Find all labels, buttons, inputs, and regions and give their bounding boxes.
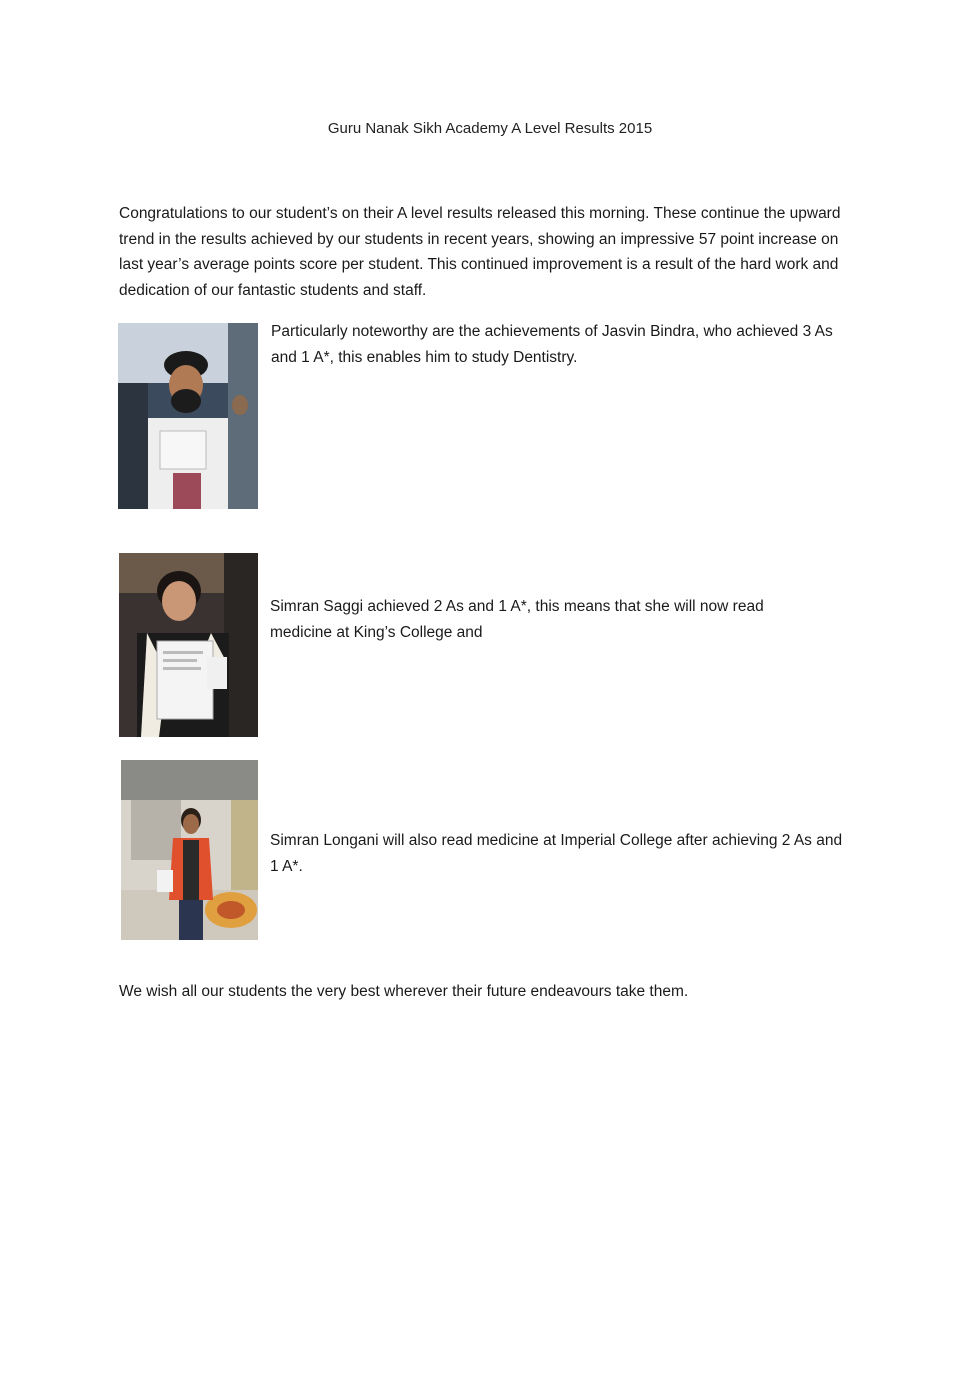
- document-title: Guru Nanak Sikh Academy A Level Results 2015: [327, 120, 653, 137]
- student-caption-jasvin: Particularly noteworthy are the achievements of Jasvin Bindra, who achieved 3 As and 1 A*, this enables him to study Dentistry.: [271, 323, 833, 366]
- student-photo-simran-saggi: [119, 553, 258, 737]
- student-photo-simran-longani: [121, 760, 258, 940]
- student-caption-simran-longani: Simran Longani will also read medicine at Imperial College after achieving 2 As and 1 A*.: [270, 832, 843, 875]
- intro-paragraph: Congratulations to our student’s on their A level results released this morning. These continue the upward trend in the results achieved by our students in recent years, showing an impressive 57 point increase on last year’s average points score per student. This continued improvement is a result of the hard work and dedication of our fantastic students and staff.: [119, 205, 841, 299]
- student-caption-simran-saggi: Simran Saggi achieved 2 As and 1 A*, this means that she will now read medicine at King’s College and: [270, 598, 764, 641]
- student-photo-jasvin: [118, 323, 258, 509]
- closing-paragraph: We wish all our students the very best wherever their future endeavours take them.: [119, 983, 689, 1000]
